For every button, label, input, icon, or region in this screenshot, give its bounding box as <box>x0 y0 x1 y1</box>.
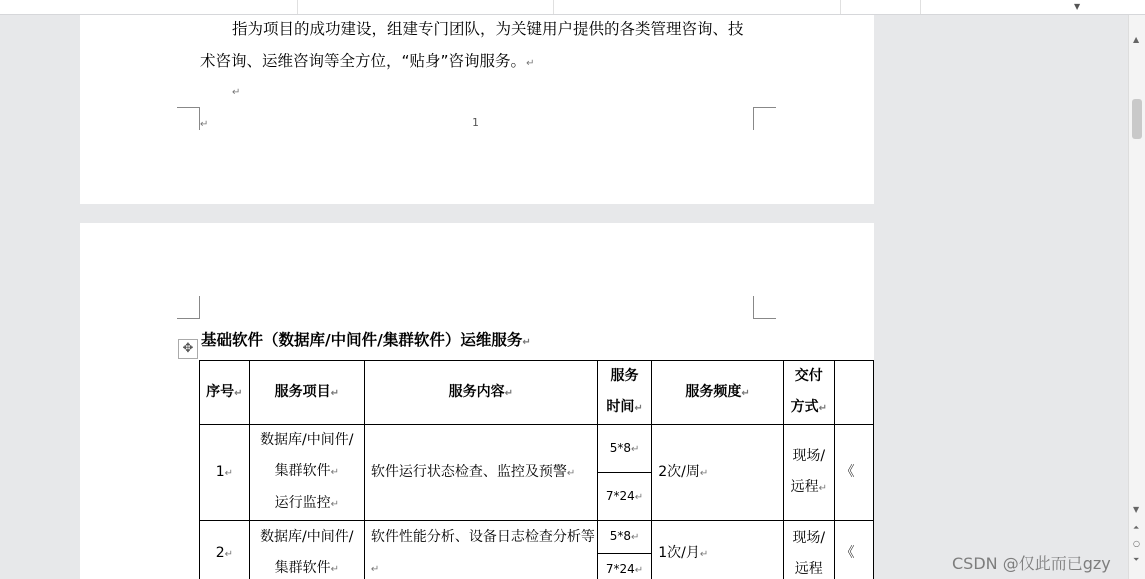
paragraph-mark-icon: ↵ <box>522 337 531 348</box>
cell-item: 数据库/中间件/ 集群软件↵ <box>249 521 364 579</box>
cell-delivery: 现场/ 远程↵ <box>783 425 834 521</box>
header-content: 服务内容↵ <box>364 361 597 425</box>
select-browse-object-icon[interactable]: ○ <box>1133 539 1140 548</box>
scroll-down-icon[interactable]: ▼ <box>1133 505 1140 514</box>
header-frequency: 服务频度↵ <box>652 361 784 425</box>
ruler-segment <box>920 0 1041 14</box>
cell-extra: 《 <box>834 425 873 521</box>
cell-frequency: 1次/月↵ <box>652 521 784 579</box>
watermark: CSDN @仅此而已gzy <box>952 554 1111 573</box>
table-row <box>200 425 874 473</box>
table-header-row <box>200 361 874 425</box>
paragraph-line: 术咨询、运维咨询等全方位，“贴身”咨询服务。↵ <box>200 52 535 70</box>
crop-mark <box>753 296 776 319</box>
ruler-bar <box>0 0 1145 15</box>
document-page-1 <box>80 15 874 204</box>
crop-mark <box>177 107 200 130</box>
header-extra <box>834 361 873 425</box>
crop-mark <box>753 107 776 130</box>
scroll-up-icon[interactable]: ▲ <box>1133 35 1140 44</box>
chevron-down-icon[interactable]: ▼ <box>1074 2 1081 11</box>
cell-delivery: 现场/ 远程 <box>783 521 834 579</box>
header-time: 服务 时间↵ <box>597 361 651 425</box>
header-item: 服务项目↵ <box>249 361 364 425</box>
cell-extra: 《 <box>834 521 873 579</box>
vertical-scrollbar[interactable] <box>1128 15 1145 579</box>
next-page-icon[interactable]: ⏷ <box>1133 555 1140 564</box>
ruler-segment <box>297 0 543 14</box>
cell-content: 软件性能分析、设备日志检查分析等↵ <box>364 521 597 579</box>
paragraph-mark-icon: ↵ <box>200 119 209 130</box>
table-row <box>200 521 874 554</box>
cell-time: 7*24↵ <box>597 473 651 521</box>
ruler-segment <box>553 0 841 14</box>
cell-time: 5*8↵ <box>597 425 651 473</box>
service-table <box>199 360 874 579</box>
section-title: 基础软件（数据库/中间件/集群软件）运维服务↵ <box>201 331 531 349</box>
ruler-segment <box>840 0 921 14</box>
cell-time: 5*8↵ <box>597 521 651 554</box>
cell-seq: 1↵ <box>200 425 250 521</box>
cell-item: 数据库/中间件/ 集群软件↵ 运行监控↵ <box>249 425 364 521</box>
cell-frequency: 2次/周↵ <box>652 425 784 521</box>
cell-time: 7*24↵ <box>597 554 651 579</box>
header-delivery: 交付 方式↵ <box>783 361 834 425</box>
crop-mark <box>177 296 200 319</box>
cell-seq: 2↵ <box>200 521 250 579</box>
header-seq: 序号↵ <box>200 361 250 425</box>
paragraph-line: 指为项目的成功建设，组建专门团队，为关键用户提供的各类管理咨询、技 <box>232 20 744 38</box>
document-page-2 <box>80 223 874 579</box>
page-number: 1 <box>472 116 479 129</box>
table-move-handle-icon[interactable]: ✥ <box>178 339 198 359</box>
paragraph-mark-icon: ↵ <box>232 87 241 98</box>
paragraph-mark-icon: ↵ <box>526 58 535 69</box>
prev-page-icon[interactable]: ⏶ <box>1133 523 1140 532</box>
cell-content: 软件运行状态检查、监控及预警↵ <box>364 425 597 521</box>
scrollbar-thumb[interactable] <box>1132 99 1142 139</box>
